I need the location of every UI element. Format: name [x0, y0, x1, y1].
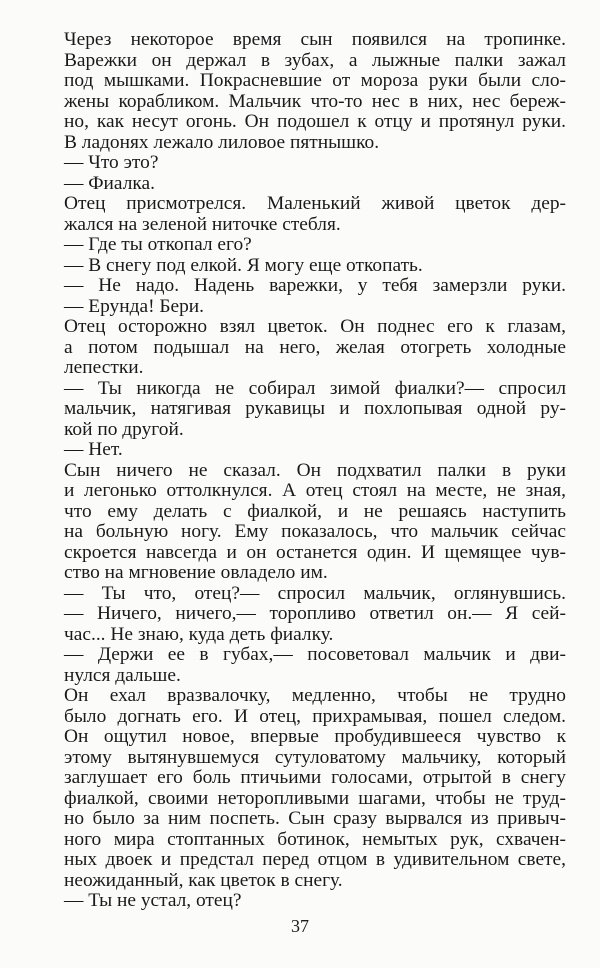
- text-line: мальчик, натягивая рукавицы и похлопывая одной ру-: [64, 398, 566, 419]
- text-line: нулся дальше.: [64, 664, 181, 686]
- text-line: Отец присмотрелся. Маленький живой цветок дер-: [64, 193, 566, 214]
- text-line: — Ты что, отец?— спросил мальчик, оглянувшись.: [64, 582, 566, 604]
- text-line: — Ты не устал, отец?: [64, 890, 242, 911]
- text-line: — Не надо. Надень варежки, у тебя замерзли руки.: [64, 275, 566, 296]
- text-line: — Держи ее в губах,— посоветовал мальчик и дви-: [64, 644, 566, 665]
- text-line: но, как несут огонь. Он подошел к отцу и протянул руки.: [64, 111, 566, 132]
- text-line: под мышками. Покрасневшие от мороза руки были сло-: [64, 70, 566, 91]
- text-line: — Ерунда! Бери.: [64, 295, 205, 317]
- text-line: скроется навсегда и он останется один. И щемящее чув-: [64, 541, 566, 563]
- text-line: и легонько оттолкнулся. А отец стоял на месте, не зная,: [64, 480, 566, 501]
- text-line: неожиданный, как цветок в снегу.: [64, 869, 343, 891]
- text-line: ных двоек и предстал перед отцом в удивительном свете,: [64, 849, 566, 870]
- text-line: Варежки он держал в зубах, а лыжные палки зажал: [64, 49, 566, 71]
- text-line: лепестки.: [64, 357, 144, 378]
- text-line: — Нет.: [64, 439, 123, 460]
- text-line: жены корабликом. Мальчик что-то нес в них, нес береж-: [64, 90, 566, 112]
- text-line: Сын ничего не сказал. Он подхватил палки в руки: [64, 459, 566, 481]
- text-line: жался на зеленой ниточке стебля.: [64, 213, 341, 235]
- text-line: — Ничего, ничего,— торопливо ответил он.— Я сей-: [64, 603, 566, 624]
- text-line: было догнать его. И отец, прихрамывая, пошел следом.: [64, 705, 566, 727]
- text-line: Отец осторожно взял цветок. Он поднес его к глазам,: [64, 316, 566, 337]
- text-line: но было за ним поспеть. Сын сразу вырвался из привыч-: [64, 808, 566, 829]
- text-line: — Ты никогда не собирал зимой фиалки?— спросил: [64, 377, 566, 399]
- text-line: — Что это?: [64, 152, 159, 173]
- text-line: Через некоторое время сын появился на тропинке.: [64, 29, 566, 50]
- text-line: Он ехал вразвалочку, медленно, чтобы не трудно: [64, 685, 566, 706]
- text-line: фиалкой, своими неторопливыми шагами, чтобы не труд-: [64, 787, 566, 809]
- text-line: час... Не знаю, куда деть фиалку.: [64, 623, 334, 645]
- page-number: 37: [291, 916, 309, 936]
- text-line: ного мира стоптанных ботинок, немытых рук, схвачен-: [64, 828, 566, 850]
- text-line: В ладонях лежало лиловое пятнышко.: [64, 131, 380, 153]
- text-line: — Фиалка.: [64, 172, 155, 194]
- text-line: — В снегу под елкой. Я могу еще откопать.: [64, 254, 423, 276]
- text-line: что ему делать с фиалкой, и не решаясь наступить: [64, 500, 566, 522]
- text-line: на больную ногу. Ему показалось, что мальчик сейчас: [64, 521, 566, 542]
- text-line: заглушает его боль птичьими голосами, отрытой в снегу: [64, 767, 566, 788]
- text-line: Он ощутил новое, впервые пробудившееся чувство к: [64, 726, 566, 747]
- text-line: а потом подышал на него, желая отогреть холодные: [64, 336, 566, 358]
- text-line: — Где ты откопал его?: [64, 234, 252, 255]
- text-line: ство на мгновение овладело им.: [64, 562, 328, 583]
- text-line: кой по другой.: [64, 418, 184, 440]
- page-text: [64, 30, 566, 912]
- text-line: этому вытянувшемуся сутуловатому мальчику, который: [64, 746, 566, 768]
